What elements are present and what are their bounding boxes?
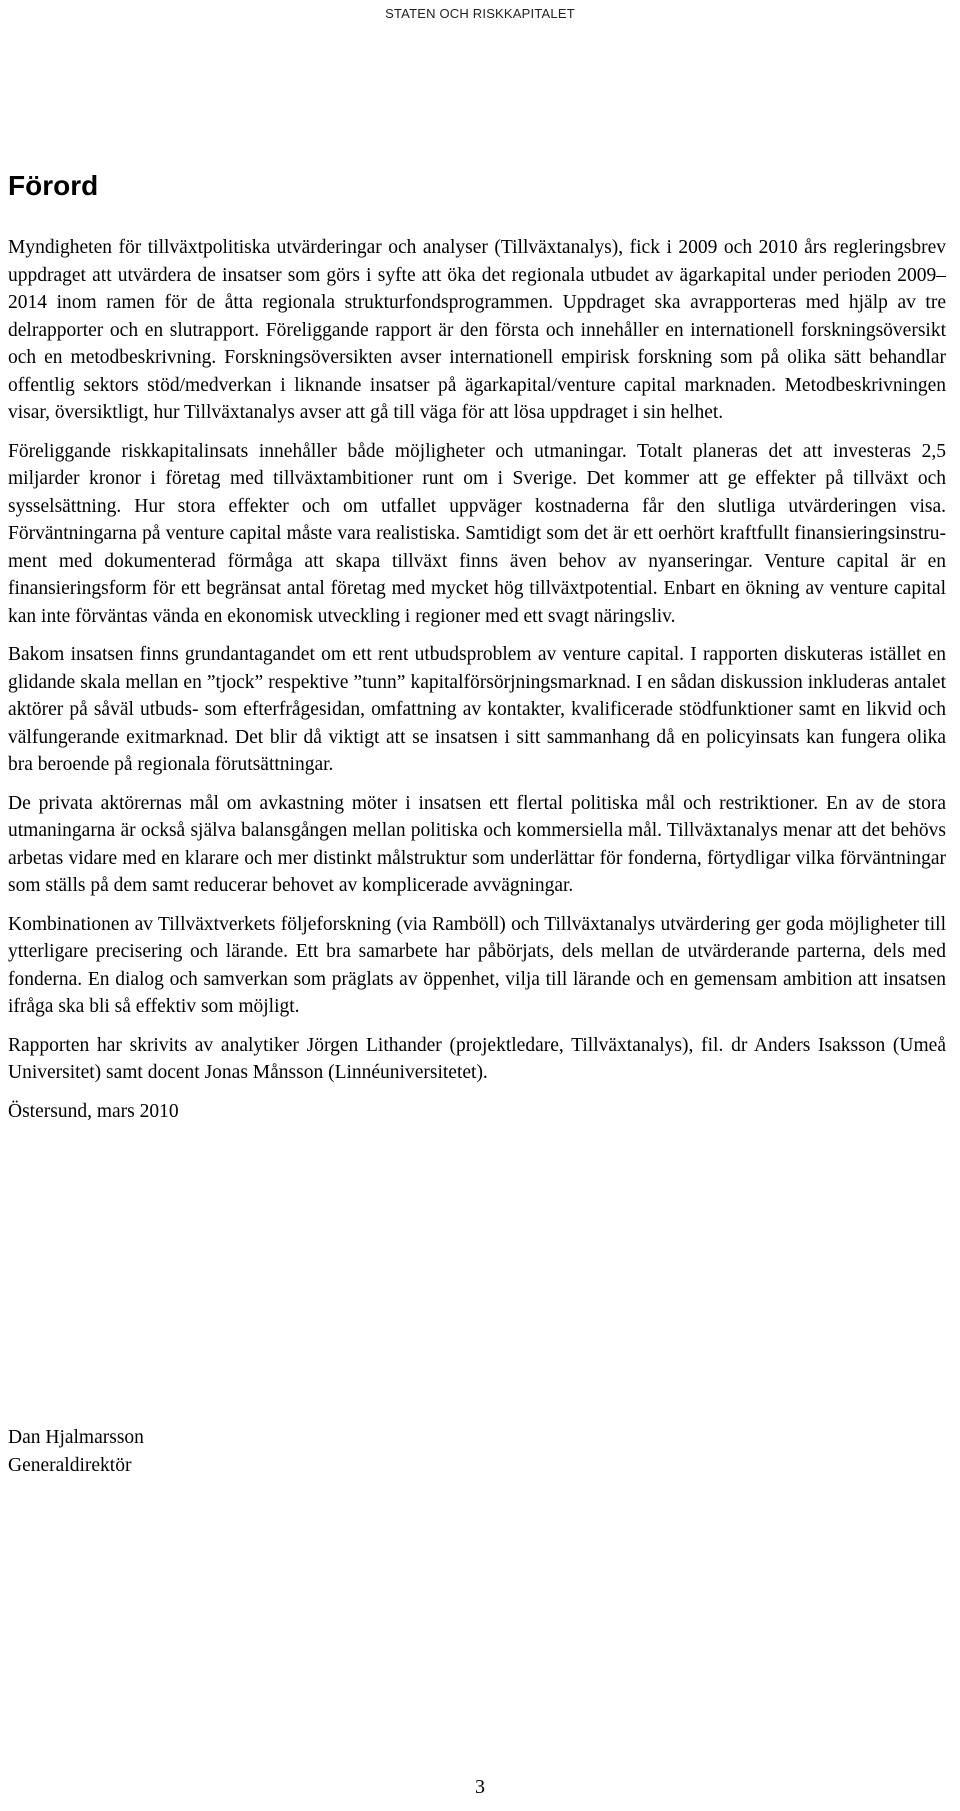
place-date: Östersund, mars 2010 xyxy=(8,1100,179,1122)
signatory-role: Generaldirektör xyxy=(8,1454,132,1476)
paragraph: Bakom insatsen finns grundantagandet om ett rent utbudsproblem av venture capital. I rapporten diskuteras istället en glidande skala mellan en ”tjock” respektive ”tunn” kapitalförsörjningsmarknad. I en sådan diskussion inkluderas antalet aktörer på såväl utbuds- som efterfrågesidan, omfattning av kontakter, kvalificerade stödfunktioner samt en likvid och välfungerande exitmarknad. Det blir då viktigt att se insatsen i sitt sammanhang då en policyinsats kan fungera olika bra beroende på regionala förutsättningar. xyxy=(8,644,946,775)
paragraph: Rapporten har skrivits av analytiker Jörgen Lithander (projektledare, Tillväxtanalys), fil. dr Anders Isaksson (Umeå Universitet) samt docent Jonas Månsson (Linnéuniversitetet). xyxy=(8,1034,946,1083)
page-number: 3 xyxy=(475,1776,485,1798)
paragraph: De privata aktörernas mål om avkastning möter i insatsen ett flertal politiska mål och restriktioner. En av de stora utmaningarna är också själva balansgången mellan politiska och kommersiella mål. Tillväxtanalys menar att det behövs arbetas vidare med en klarare och mer distinkt målstruktur som underlättar för fonderna, förtydligar vilka förväntningar som ställs på dem samt reducerar behovet av komplicerade avvägningar. xyxy=(8,792,946,896)
body-text xyxy=(8,234,946,1125)
signatory-name: Dan Hjalmarsson xyxy=(8,1427,144,1448)
paragraph: Myndigheten för tillväxtpolitiska utvärderingar och analyser (Tillväxtanalys), fick i 2009 och 2010 års regleringsbrev uppdraget att utvärdera de insatser som görs i syfte att öka det regionala utbudet av ägarkapital under perioden 2009–2014 inom ramen för de åtta regionala strukturfondsprogrammen. Uppdraget ska avrapporteras med hjälp av tre delrapporter och en slutrapport. Föreliggande rapport är den första och innehåller en internationell forskningsöversikt och en metodbeskrivning. Forskningsöversikten avser internationell empirisk forskning som på olika sätt behandlar offentlig sektors stöd/medverkan i liknande insatser på ägarkapital/venture capital marknaden. Metodbeskrivningen visar, översiktligt, hur Tillväxtanalys avser att gå till väga för att lösa uppdraget i sin helhet. xyxy=(8,237,946,423)
paragraph: Kombinationen av Tillväxtverkets följeforskning (via Ramböll) och Tillväxtanalys utvärdering ger goda möjligheter till ytterligare precisering och lärande. Ett bra samarbete har påbörjats, dels mellan de utvärderande parterna, dels med fonderna. En dialog och samverkan som präglats av öppenhet, vilja till lärande och en gemensam ambition att insatsen ifråga ska bli så effektiv som möjligt. xyxy=(8,913,946,1017)
paragraph: Föreliggande riskkapitalinsats innehåller både möjligheter och utmaningar. Totalt planeras det att investeras 2,5 miljarder kronor i företag med tillväxtambitioner runt om i Sverige. Det kommer att ge effekter på tillväxt och sysselsättning. Hur stora effekter och om utfallet uppväger kostnaderna får den slutliga utvärderingen visa. Förväntningarna på venture capital måste vara realistiska. Samtidigt som det är ett oerhört kraftfullt finansieringsinstrument med dokumenterad förmåga att skapa tillväxt finns även behov av nyanseringar. Venture capital är en finansieringsform för ett begränsat antal företag med mycket hög tillväxtpotential. Enbart en ökning av venture capital kan inte förväntas vända en ekonomisk utveckling i regioner med ett svagt näringsliv. xyxy=(8,440,946,627)
page-title: Förord xyxy=(8,170,99,201)
signature-block xyxy=(8,1424,144,1479)
running-header: STATEN OCH RISKKAPITALET xyxy=(385,6,575,21)
